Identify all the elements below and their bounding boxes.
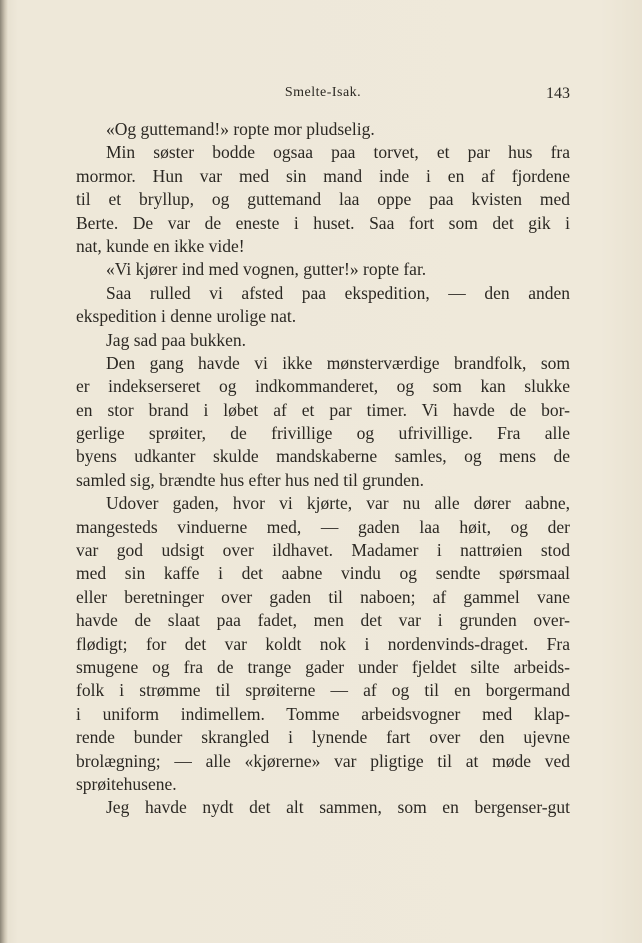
text-line: Berte. De var de eneste i huset. Saa fort som det gik i [76,212,570,233]
text-line: Min søster bodde ogsaa paa torvet, et par hus fra [106,142,570,163]
text-line: Saa rulled vi afsted paa ekspedition, — den anden [106,282,570,303]
text-line: Jeg havde nydt det alt sammen, som en bergenser-gut [106,797,570,818]
text-line: med sin kaffe i det aabne vindu og sendte spørsmaal [76,563,570,584]
text-line: Jag sad paa bukken. [106,329,246,350]
text-line: Udover gaden, hvor vi kjørte, var nu alle dører aabne, [106,493,570,514]
text-line: samled sig, brændte hus efter hus ned til grunden. [76,469,424,490]
text-line: sprøitehusene. [76,773,177,794]
text-line: Den gang havde vi ikke mønsterværdige brandfolk, som [106,352,570,373]
running-title: Smelte-Isak. [284,85,362,100]
text-line: i uniform indimellem. Tomme arbeidsvogner med klap- [76,703,570,724]
text-line: smugene og fra de trange gader under fjeldet silte arbeids- [76,656,570,677]
binding-shadow [0,0,8,943]
text-line: til et bryllup, og guttemand laa oppe paa kvisten med [76,189,570,210]
text-line: byens udkanter skulde mandskaberne samles, og mens de [76,446,570,467]
text-line: mormor. Hun var med sin mand inde i en af fjordene [76,165,570,186]
text-line: eller beretninger over gaden til naboen; af gammel vane [76,586,570,607]
text-line: nat, kunde en ikke vide! [76,235,245,256]
body-text [76,118,570,820]
text-line: «Og guttemand!» ropte mor pludselig. [106,119,375,139]
text-line: rende bunder skrangled i lynende fart over den ujevne [76,727,570,748]
text-line: «Vi kjører ind med vognen, gutter!» ropte far. [106,259,427,280]
page-number: 143 [546,85,570,102]
text-line: ekspedition i denne urolige nat. [76,306,297,327]
text-line: er indekserseret og indkommanderet, og som kan slukke [76,376,570,397]
text-line: brolægning; — alle «kjørerne» var pligtige til at møde ved [76,750,570,771]
text-line: mangesteds vinduerne med, — gaden laa høit, og der [76,516,570,537]
text-line: folk i strømme til sprøiterne — af og til en borgermand [76,680,570,701]
text-line: flødigt; for det var koldt nok i nordenvinds-draget. Fra [76,633,570,654]
text-line: havde de slaat paa fadet, men det var i grunden over- [76,610,570,631]
text-line: gerlige sprøiter, de frivillige og ufrivillige. Fra alle [76,423,570,444]
text-line: var god udsigt over ildhavet. Madamer i nattrøien stod [76,540,570,561]
text-line: en stor brand i løbet af et par timer. Vi havde de bor- [76,399,570,420]
page-header [76,85,570,107]
